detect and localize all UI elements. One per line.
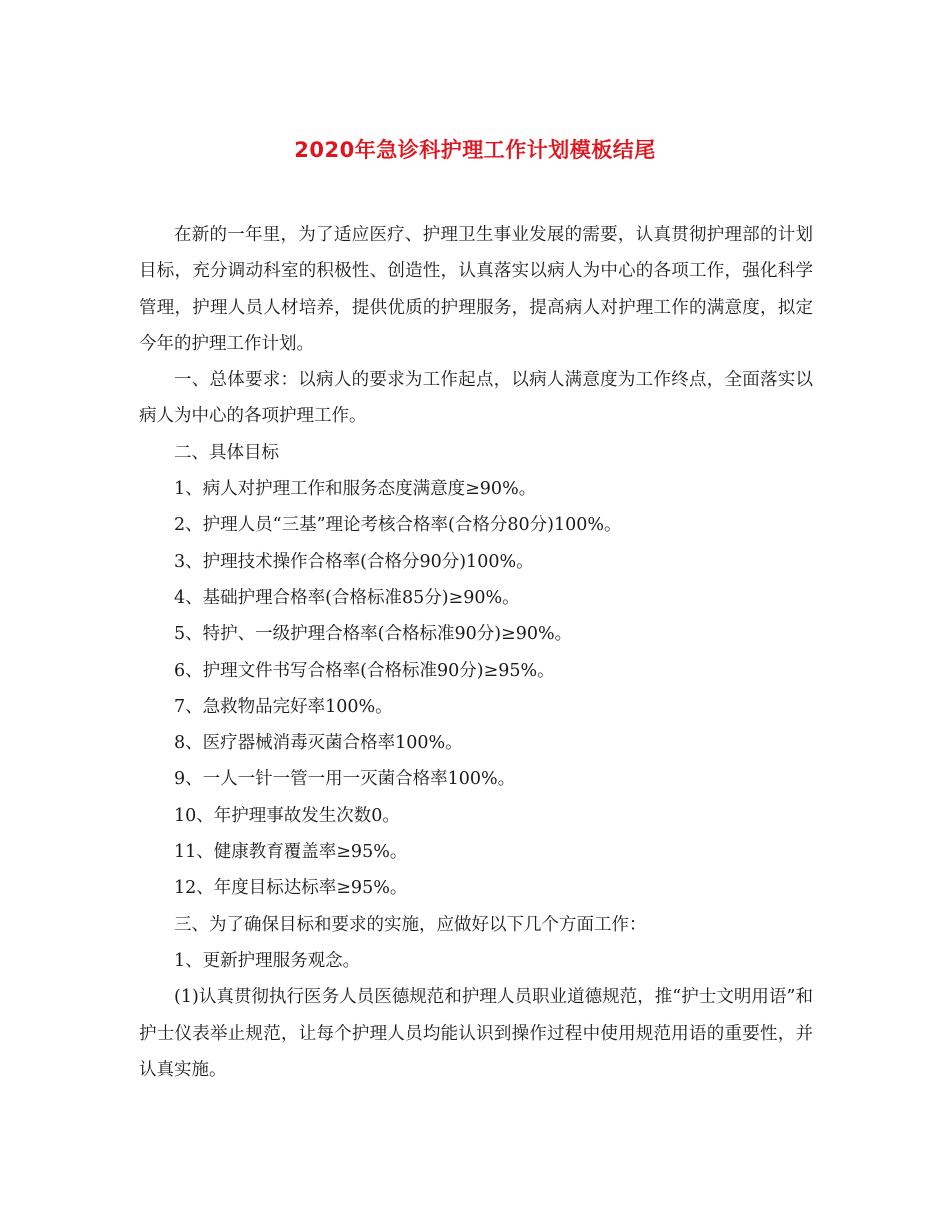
document-title: 2020年急诊科护理工作计划模板结尾 xyxy=(294,138,656,162)
measure-paragraph: (1)认真贯彻执行医务人员医德规范和护理人员职业道德规范，推“护士文明用语”和护士仪表举止规范，让每个护理人员均能认识到操作过程中使用规范用语的重要性，并认真实施。 xyxy=(139,987,813,1080)
goal-item: 4、基础护理合格率(合格标准85分)≥90%。 xyxy=(174,587,520,608)
paragraph-general-requirements: 一、总体要求：以病人的要求为工作起点，以病人满意度为工作终点，全面落实以病人为中心的各项护理工作。 xyxy=(139,370,813,427)
goal-item: 8、医疗器械消毒灭菌合格率100%。 xyxy=(174,733,463,754)
goal-item: 10、年护理事故发生次数0。 xyxy=(174,805,400,826)
goal-item: 12、年度目标达标率≥95%。 xyxy=(174,878,408,899)
document-body xyxy=(139,217,813,1088)
goal-item: 7、急救物品完好率100%。 xyxy=(174,696,393,717)
section-heading-specific-goals: 二、具体目标 xyxy=(174,442,279,463)
goal-item: 2、护理人员“三基”理论考核合格率(合格分80分)100%。 xyxy=(174,515,622,536)
goal-item: 1、病人对护理工作和服务态度满意度≥90%。 xyxy=(174,479,537,500)
paragraph-intro: 在新的一年里，为了适应医疗、护理卫生事业发展的需要，认真贯彻护理部的计划目标，充分调动科室的积极性、创造性，认真落实以病人为中心的各项工作，强化科学管理，护理人员人材培养，提供优质的护理服务，提高病人对护理工作的满意度，拟定今年的护理工作计划。 xyxy=(139,225,813,354)
section-heading-work-measures: 三、为了确保目标和要求的实施，应做好以下几个方面工作： xyxy=(174,914,647,935)
measure-heading: 1、更新护理服务观念。 xyxy=(174,950,361,971)
goal-item: 5、特护、一级护理合格率(合格标准90分)≥90%。 xyxy=(174,624,573,645)
goal-item: 11、健康教育覆盖率≥95%。 xyxy=(174,842,408,863)
goal-item: 6、护理文件书写合格率(合格标准90分)≥95%。 xyxy=(174,660,555,681)
goal-item: 9、一人一针一管一用一灭菌合格率100%。 xyxy=(174,769,516,790)
goal-item: 3、护理技术操作合格率(合格分90分)100%。 xyxy=(174,551,534,572)
